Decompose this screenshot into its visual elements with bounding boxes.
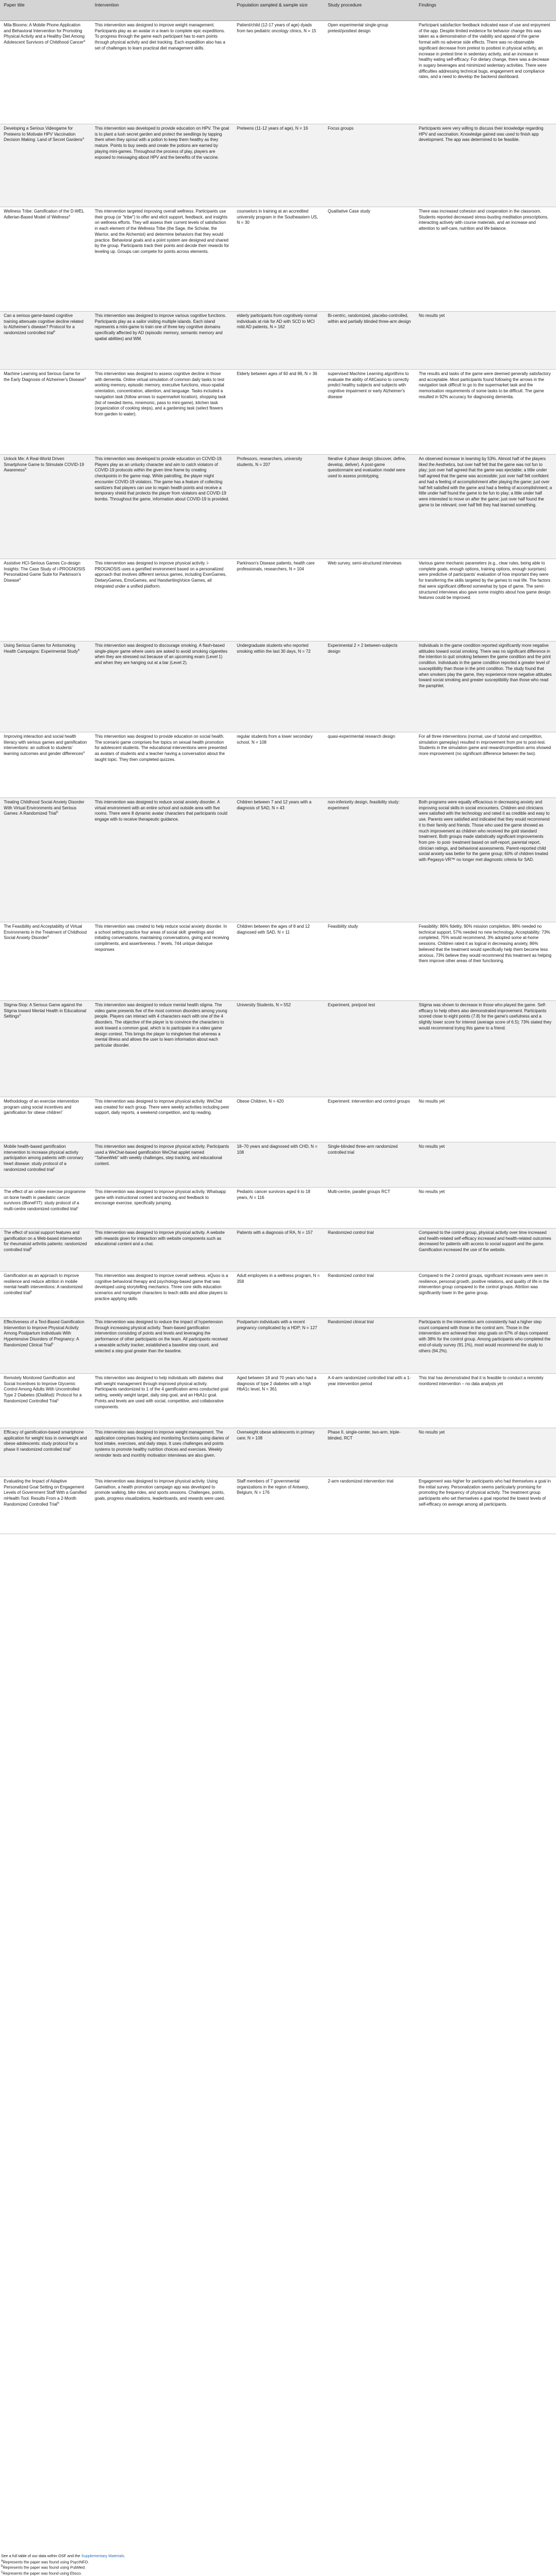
- cell-paper-title: [0, 1374, 91, 1428]
- paper-title-text: The Feasibility and Acceptability of Virtual Environments in the Treatment of Childhood Social Anxiety Disorder: [4, 924, 87, 941]
- cell-paper-title: [0, 312, 91, 370]
- cell-population: Children between the ages of 8 and 12 diagnosed with SAD, N = 11: [233, 922, 324, 1001]
- cell-study-procedure: 2-arm randomized intervention trial: [324, 1477, 415, 1534]
- table-row: [0, 1374, 556, 1428]
- cell-paper-title: [0, 1428, 91, 1477]
- cell-study-procedure: supervised Machine Learning algorithms to evaluate the ability of AltCasino to correctly predict healthy subjects and subjects with cognitive impairment or early Alzheimer's disease: [324, 370, 415, 455]
- source-database-marker: b: [53, 330, 55, 334]
- source-database-marker: a: [68, 214, 71, 218]
- cell-paper-title: [0, 21, 91, 124]
- cell-intervention: This intervention was designed to improve physical activity. Using Gamiathon, a health promotion campaign app was developed to promote walking, bike rides, and sports sessions. Challenges, points, goals, progress visualizations, leaderboards, and rewards were used.: [91, 1477, 233, 1534]
- paper-title-text: Evaluating the Impact of Adaptive Personalized Goal Setting on Engagement Levels of Government Staff With a Gamified mHealth Tool: Results From a 2-Month Randomized Controlled Trial: [4, 1479, 87, 1507]
- table-row: [0, 1188, 556, 1229]
- paper-title-text: Improving interaction and social health literacy with serious games and gamification interventions: an outlook to students' learning outcomes and gender differences: [4, 734, 87, 757]
- paper-title-text: Effectiveness of a Text-Based Gamification Intervention to Improve Physical Activity Among Postpartum Individuals With Hypertensive Disorders of Pregnancy: A Randomized Clinical Trial: [4, 1319, 85, 1347]
- cell-population: Postpartum individuals with a recent pregnancy complicated by a HDP; N = 127: [233, 1318, 324, 1374]
- table-row: [0, 1142, 556, 1188]
- paper-title-text: Remotely Monitored Gamification and Social Incentives to Improve Glycemic Control Among Adults With Uncontrolled Type 2 Diabetes (iDiaMod): Protocol for a Randomized Controlled Trial: [4, 1375, 82, 1403]
- cell-intervention: This intervention was designed to help individuals with diabetes deal with weight management through improved physical activity. Participants randomized to 1 of the 4 gamification arms conducted goal setting, weekly weight target, daily step goal, and an HbA1c goal. Points and levels are used with social, competitive, and collaborative components.: [91, 1374, 233, 1428]
- footnote-a-text: Represents the paper was found using PsycINFO.: [3, 2559, 89, 2564]
- cell-intervention: This intervention was developed to provide education on COVID-19. Players play as an unlucky character and aim to catch violators of COVID-19 protocols within the given time frame by creating checkpoints in the game map. While patrolling, the player might encounter COVID-19 violators. The game has a feature of collecting sanitizers that players can use to regain health points and receive a temporary shield that protects the player from violators and COVID-19 bombs. Throughout the game, information about COVID-19 is provided.: [91, 455, 233, 559]
- cell-population: counselors in training at an accredited university program in the Southeastern US, N = 30: [233, 207, 324, 312]
- cell-intervention: This intervention was created to help reduce social anxiety disorder. In a school setting practice four areas of social skill: greetings and initiating conversations, maintaining conversations, giving and receiving compliments, and assertiveness. 7 levels, 744 unique dialogue responses: [91, 922, 233, 1001]
- cell-study-procedure: Qualitative Case study: [324, 207, 415, 312]
- cell-findings: Participants were very willing to discuss their knowledge regarding HPV and vaccination. Knowledge gained was used to finish app development. The app was determined to be feasible.: [415, 124, 556, 207]
- cell-findings: No results yet: [415, 1428, 556, 1477]
- table-body: [0, 21, 556, 1534]
- paper-title-text: Can a serious game-based cognitive training attenuate cognitive decline related to Alzheimer's disease? Protocol for a randomized controlled trial: [4, 313, 83, 336]
- paper-title-text: Developing a Serious Videogame for Preteens to Motivate HPV Vaccination Decision Making: Land of Secret Gardens: [4, 126, 83, 143]
- cell-paper-title: [0, 455, 91, 559]
- cell-population: Patients with a diagnosis of RA, N = 157: [233, 1229, 324, 1272]
- cell-findings: Various game mechanic parameters (e.g., clear rules, being able to complete goals, enough options, training options, enough surprises) were predictive of participants' evaluation of how important they were for transferring the skills targeted by the games to real life. The factors that were significant differed somewhat by type of game. The semi-structured interviews also gave some insights about how game design features could be improved.: [415, 559, 556, 641]
- cell-paper-title: [0, 1477, 91, 1534]
- paper-title-text: The effect of an online exercise programme on bone health in paediatric cancer survivors (iBoneFIT): study protocol of a multi-centre randomized controlled trial: [4, 1189, 86, 1212]
- cell-findings: The results and tasks of the game were deemed generally satisfactory and acceptable. Most participants found following the arrows in the navigation task difficult to go to the supermarket task and the memorisation requirements of some tasks to be difficult. The game resulted in 92% accuracy for diagnosing dementia.: [415, 370, 556, 455]
- cell-findings: Participant satisfaction feedback indicated ease of use and enjoyment of the app. Despite limited evidence for behavior change this was taken as a demonstration of the viability and appeal of the game format with no adverse side effects. There was no observable significant decrease from pretest to posttest in physical activity, an increase in pretest time in sedentary activity, and an increase in healthy eating self-efficacy. For dietary change, there was a decrease in sugary beverages and minimized sedentary activities. There were difficulties addressing technical bugs, engagement and compliance rates, and a need to develop the backend dashboard.: [415, 21, 556, 124]
- cell-paper-title: [0, 1272, 91, 1318]
- cell-study-procedure: Feasibility study: [324, 922, 415, 1001]
- cell-intervention: This intervention targeted improving overall wellness. Participants use their group (or "tribe") to offer and elicit support, feedback, and insights on wellness efforts. They will assess their current levels of satisfaction in each element of the Wellness Tribe (the Sage, the Scholar, the Warrior, and the Alchemist) and determine behaviors that they would practice. Behavioral goals and a point system are designed and shared by the group. Participants track their points and decide their rewards for leveling up. Groups can compete for points across elements.: [91, 207, 233, 312]
- cell-paper-title: [0, 559, 91, 641]
- cell-findings: Compared to the 2 control groups, significant increases were seen in resilience, personal growth, positive relations, and quality of life in the intervention group compared to the control groups. Attrition was significantly lower in the game group.: [415, 1272, 556, 1318]
- source-database-marker: b: [52, 1342, 54, 1346]
- table-row: [0, 1229, 556, 1272]
- paper-title-text: Wellness Tribe: Gamification of the D-WEL Adlerian-Based Model of Wellness: [4, 209, 85, 220]
- cell-intervention: This intervention was designed to improve physical activity. A website with rewards given for interaction with website components such as educational content and a chat.: [91, 1229, 233, 1272]
- cell-findings: There was increased cohesion and cooperation in the classroom. Students reported decreased stress-busting meditation prescriptions, interacting actively with course materials, and an increase and attention to self-care, nutrition and life balance.: [415, 207, 556, 312]
- source-database-marker: c: [57, 1398, 59, 1402]
- table-row: [0, 1272, 556, 1318]
- cell-population: Aged between 18 and 70 years who had a diagnosis of type 2 diabetes with a high HbA1c level, N = 361: [233, 1374, 324, 1428]
- cell-study-procedure: quasi-experimental research design: [324, 732, 415, 798]
- source-database-marker: b: [30, 1290, 32, 1294]
- paper-title-text: Machine Learning and Serious Game for the Early Diagnosis of Alzheimer's Disease: [4, 371, 85, 382]
- cell-paper-title: [0, 1142, 91, 1188]
- cell-study-procedure: Phase II, single-center, two-arm, triple-blinded, RCT: [324, 1428, 415, 1477]
- cell-intervention: This intervention was designed to improve physical activity. WeChat was created for each group. There were weekly activities including peer support, daily reports, a weekend competition, and tip reading.: [91, 1097, 233, 1142]
- source-database-marker: c: [61, 1110, 63, 1113]
- source-database-marker: a: [82, 137, 85, 140]
- footnote-b: $^b$Represents the paper was found using PubMed.: [1, 2565, 86, 2570]
- source-database-marker: a: [24, 467, 26, 471]
- cell-paper-title: [0, 641, 91, 732]
- cell-findings: No results yet: [415, 1188, 556, 1229]
- cell-paper-title: [0, 1097, 91, 1142]
- cell-findings: Both programs were equally efficacious in decreasing anxiety and improving social skills in social encounters. Children and clinicians were satisfied with the technology and rated it as credible and easy to use. Parents were satisfied and indicated that they would recommend it to their family and friends. Those who used the game showed as much improvement as children who received the gold standard treatment. Both groups made statistically significant improvements from pre- to post- treatment based on self-report, parental report, clinician ratings, and behavioral assessments. Parent-reported child social anxiety was better for the game group; 60% of children treated with Pegasys-VR™ no longer met diagnostic criteria for SAD.: [415, 798, 556, 922]
- paper-title-text: The effect of social support features and gamification on a Web-based intervention for rheumatoid arthritis patients: randomized controlled trial: [4, 1230, 87, 1253]
- cell-paper-title: [0, 1188, 91, 1229]
- cell-intervention: This intervention was designed to reduce the impact of hypertension through increasing physical activity. Team-based gamification intervention consisting of points and levels and leveraging the performance of other participants on the team. All participants received a wearable activity tracker, established a baseline step count, and selected a step goal greater than the baseline.: [91, 1318, 233, 1374]
- source-database-marker: a: [19, 577, 21, 581]
- cell-population: Patient/child (12-17 years of age) dyads from two pediatric oncology clinics, N = 15: [233, 21, 324, 124]
- source-database-marker: a: [47, 935, 50, 938]
- cell-population: Elderly between ages of 60 and 86, N = 36: [233, 370, 324, 455]
- header-intervention: Intervention: [91, 0, 233, 21]
- paper-title-text: Mobile health-based gamification intervention to increase physical activity participation among patients with coronary heart disease: study protocol of a randomized controlled trial: [4, 1144, 83, 1172]
- paper-title-text: Stigma-Stop: A Serious Game against the Stigma toward Mental Health in Educational Settings: [4, 1003, 87, 1019]
- cell-paper-title: [0, 1001, 91, 1097]
- table-row: [0, 1097, 556, 1142]
- cell-study-procedure: Open experimental single-group pretest/posttest design: [324, 21, 415, 124]
- cell-study-procedure: Single-blinded three-arm randomized controlled trial: [324, 1142, 415, 1188]
- cell-population: regular students from a lower secondary school, N = 108: [233, 732, 324, 798]
- cell-intervention: This intervention was designed to improve overall wellness. eQuoo is a cognitive behavioral therapy and psychology-based game that was developed using storytelling mechanics. Three core skills education scenarios and nonplayer characters to teach skills and allow players to practice applying skills.: [91, 1272, 233, 1318]
- paper-title-text: Methodology of an exercise intervention program using social incentives and gamification for obese children: [4, 1099, 79, 1116]
- cell-intervention: This intervention was designed to provide education on social health. The scenario game comprises five topics on sexual health promotion for adolescent students. The educational interventions were presented as avatars of students and a teacher having a conversation about the taught topic. They then completed quizzes.: [91, 732, 233, 798]
- cell-study-procedure: Experiment, pre/post test: [324, 1001, 415, 1097]
- cell-findings: No results yet: [415, 1097, 556, 1142]
- cell-study-procedure: Experiment: intervention and control groups: [324, 1097, 415, 1142]
- table-row: [0, 21, 556, 124]
- cell-findings: Stigma was shown to decrease in those who played the game. Self-efficacy to help others also demonstrated improvement. Participants scored close to eight points (7.8) for the game's usefulness and a slightly lower score for interest (average score of 6.5); 73% stated they would recommend trying this game to a friend.: [415, 1001, 556, 1097]
- footnote-b-text: Represents the paper was found using PubMed.: [3, 2565, 86, 2570]
- cell-study-procedure: Randomized control trial: [324, 1229, 415, 1272]
- footnote-c: $^c$Represents the paper was found using Ebsco.: [1, 2571, 82, 2576]
- cell-study-procedure: Multi-centre, parallel groups RCT: [324, 1188, 415, 1229]
- cell-findings: Individuals in the game condition reported significantly more negative attitudes toward social smoking. There was no significant difference in the intention to quit smoking between the game condition and the print condition. Individuals in the game condition reported a greater level of susceptibility than those in the print condition. The study found that when smokers play the game, they experience more negative attitudes toward social smoking and greater susceptibility than those who read the pamphlet.: [415, 641, 556, 732]
- source-database-marker: b: [57, 1501, 59, 1505]
- paper-title-text: Treating Childhood Social Anxiety Disorder With Virtual Environments and Serious Games: A Randomized Trial: [4, 800, 85, 816]
- cell-study-procedure: non-inferiority design, feasibility study: experiment: [324, 798, 415, 922]
- cell-paper-title: [0, 1229, 91, 1272]
- table-header: [0, 0, 556, 21]
- table-row: [0, 1001, 556, 1097]
- source-database-marker: c: [69, 1446, 72, 1450]
- source-database-marker: c: [53, 1167, 55, 1170]
- cell-study-procedure: Bi-centric, randomized, placebo-controlled, within and partially blinded three-arm design: [324, 312, 415, 370]
- cell-population: Preteens (11-12 years of age), N = 16: [233, 124, 324, 207]
- cell-findings: An observed increase in learning by 53%. Almost half of the players liked the Aesthetics, but over half felt that the game was not fun to play; just over half agreed that the game was ejectable; a little under half agreed that the game was accessible; just over half felt confident and had a feeling of accomplishment after playing the game; just over half felt satisfied with the game and had a feeling of accomplishment; a little under half found the game to be fun to play; a little under half were interested to move on after the game; just over half found the game to be relevant; over half felt they had learned something.: [415, 455, 556, 559]
- header-population: Population sampled & sample size: [233, 0, 324, 21]
- table-row: [0, 207, 556, 312]
- cell-paper-title: [0, 124, 91, 207]
- cell-findings: No results yet: [415, 312, 556, 370]
- table-row: [0, 312, 556, 370]
- table-row: [0, 641, 556, 732]
- source-database-marker: a: [84, 377, 86, 380]
- cell-paper-title: [0, 370, 91, 455]
- cell-population: 18–70 years and diagnosed with CHD, N = 108: [233, 1142, 324, 1188]
- source-database-marker: c: [76, 1206, 79, 1210]
- footnote-prefix: See a full table of our data within OSF and the: [1, 2553, 81, 2558]
- table-row: [0, 559, 556, 641]
- cell-study-procedure: Web survey, semi-structured interviews: [324, 559, 415, 641]
- cell-findings: Participants in the intervention arm consistently had a higher step count compared with those in the control arm. Those in the intervention arm achieved their step goals on 67% of days compared with 38% for the control group. Among participants who completed the end-of-study survey (91.1%), most would recommend the study to others (94.2%).: [415, 1318, 556, 1374]
- paper-title-text: Efficacy of gamification-based smartphone application for weight loss in overweight and obese adolescents: study protocol for a phase II randomized controlled trial: [4, 1430, 87, 1452]
- cell-study-procedure: Randomized control trial: [324, 1272, 415, 1318]
- cell-intervention: This intervention was designed to improve physical activity. Whatsapp game with instructional content and tracking and feedback to encourage exercise, specifically jumping.: [91, 1188, 233, 1229]
- cell-intervention: This intervention was designed to improve physical activity. Participants used a WeChat-based gamification WeChat applet named "TaiheeWeb" with weekly challenges, step tracking, and educational content.: [91, 1142, 233, 1188]
- footnote-c-text: Represents the paper was found using Ebsco.: [3, 2571, 82, 2576]
- cell-population: Obese Children, N = 420: [233, 1097, 324, 1142]
- cell-population: University Students, N = 552: [233, 1001, 324, 1097]
- cell-intervention: This intervention was designed to improve physical activity. i-PROGNOSIS uses a gamified environment based on a personalized approach that involves different serious games, including ExerGames, DietaryGames, EmoGames, and HandwritingVoice Games, all integrated under a unified platform.: [91, 559, 233, 641]
- cell-study-procedure: A 4-arm randomized controlled trial with a 1-year intervention period: [324, 1374, 415, 1428]
- cell-paper-title: [0, 798, 91, 922]
- table-row: [0, 1428, 556, 1477]
- table-row: [0, 455, 556, 559]
- cell-population: Adult employees in a wellness program, N = 358: [233, 1272, 324, 1318]
- table-row: [0, 1477, 556, 1534]
- paper-title-text: Mila Blooms: A Mobile Phone Application and Behavioral Intervention for Promoting Physical Activity and a Healthy Diet Among Adolescent Survivors of Childhood Cancer: [4, 23, 85, 45]
- table-row: [0, 798, 556, 922]
- cell-population: Professors, researchers, university students, N = 207: [233, 455, 324, 559]
- cell-intervention: This intervention was designed to assess cognitive decline in those with dementia. Online virtual simulation of common daily tasks to test working memory, episodic memory, executive functions, visuo-spatial orientation, concentration, attention, and language. Tasks included a navigation task (follow arrows to supermarket location), shopping task (list of needed items, mnemonic, pass to mini-game), kitchen task (organization of cooking steps), and a gardening task (select flowers from garden to water).: [91, 370, 233, 455]
- cell-study-procedure: Focus groups: [324, 124, 415, 207]
- cell-findings: Engagement was higher for participants who had themselves a goal in the initial survey. Personalization seems particularly promising for promoting the frequency of physical activity. The treatment group participants who set themselves a goal reported the lowest levels of self-efficacy on average among all participants.: [415, 1477, 556, 1534]
- supplementary-materials-link[interactable]: Supplementary Materials: [81, 2553, 124, 2558]
- source-database-marker: a: [19, 1013, 21, 1017]
- cell-study-procedure: Experimental 2 × 2 between-subjects design: [324, 641, 415, 732]
- cell-intervention: This intervention was designed to discourage smoking. A flash-based single-player game where users are asked to avoid smoking cigarettes when they are stressed out because of an upcoming exam (Level 1) and when they are hanging out at a bar (Level 2).: [91, 641, 233, 732]
- cell-population: Pediatric cancer survivors aged 6 to 18 years, N = 116: [233, 1188, 324, 1229]
- cell-study-procedure: Iterative 4 phase design (discover, define, develop, deliver). A post-game questionnaire and evaluation model were used to assess prototyping.: [324, 455, 415, 559]
- cell-population: elderly participants from cognitively normal individuals at risk for AD with SCD to MCI mild AD patients, N = 162: [233, 312, 324, 370]
- cell-paper-title: [0, 207, 91, 312]
- cell-intervention: This intervention was designed to improve weight management. The application comprises tracking and monitoring functions using diaries of food intake, exercises, and daily steps. It uses challenges and points systems to promote healthy nutrition choices and exercises. Weekly reminder texts and monthly motivation interviews are also given.: [91, 1428, 233, 1477]
- footnote-suffix: .: [124, 2553, 125, 2558]
- cell-findings: Feasibility: 86% fidelity, 90% mission completion, 98% needed no technical support, 57% needed no new technology. Acceptability: 73% completed, 75% would recommend, 3% adopted some at-home sessions. Children rated it as logical in decreasing anxiety, 86% believed that the treatment would specifically help them become less anxious, 73% believe they would recommend this treatment as helping them improve other areas of their functioning.: [415, 922, 556, 1001]
- paper-title-text: Unlock Me: A Real-World Driven Smartphone Game to Stimulate COVID-19 Awareness: [4, 456, 85, 473]
- cell-findings: Compared to the control group, physical activity over time increased and health-related self-efficacy increased and health-related outcomes decreased for patients with access to social support and the game. Gamification increased the use of the website.: [415, 1229, 556, 1272]
- cell-intervention: This intervention was designed to reduce social anxiety disorder. A virtual environment with an entire school and outside area with five rooms. There were 8 dynamic avatar characters that participants could engage with to receive therapeutic guidance.: [91, 798, 233, 922]
- footnote-a: $^a$Represents the paper was found using PsycINFO.: [1, 2559, 89, 2564]
- cell-population: Parkinson's Disease patients, health care professionals, researchers, N = 104: [233, 559, 324, 641]
- header-paper-title: Paper title: [0, 0, 91, 21]
- source-database-marker: b: [78, 648, 80, 652]
- source-database-marker: b: [30, 1247, 32, 1251]
- cell-paper-title: [0, 922, 91, 1001]
- cell-intervention: This intervention was designed to improve various cognitive functions. Participants play as a sailor visiting multiple islands. Each island represents a mini-game to train one of three key cognitive domains specifically affected by AD (episodic memory, semantic memory and spatial abilities) and WM.: [91, 312, 233, 370]
- header-findings: Findings: [415, 0, 556, 21]
- source-database-marker: a: [83, 751, 85, 754]
- cell-population: Children between 7 and 12 years with a diagnosis of SAD, N = 43: [233, 798, 324, 922]
- header-study-procedure: Study procedure: [324, 0, 415, 21]
- table-footnotes: [1, 2553, 550, 2576]
- table-row: [0, 370, 556, 455]
- cell-intervention: This intervention was designed to reduce mental health stigma. The video game presents five of the most common disorders among young people. Players can interact with 4 characters each with one of the 4 disorders. The objective of the player is to convince the characters to work toward a common goal, which is to participate in a video game design contest. This brings the player to mingle/see that whereas a mental illness and allows the user to learn information about each particular disorder.: [91, 1001, 233, 1097]
- cell-findings: This trial has demonstrated that it is feasible to conduct a remotely monitored intervention – no data analysis yet: [415, 1374, 556, 1428]
- paper-title-text: Assistive HCI-Serious Games Co-design Insights: The Case Study of i-PROGNOSIS Personalized Game Suite for Parkinson's Disease: [4, 561, 86, 583]
- cell-population: Staff members of 7 governmental organizations in the region of Antwerp, Belgium, N = 176: [233, 1477, 324, 1534]
- table-row: [0, 124, 556, 207]
- table-row: [0, 922, 556, 1001]
- cell-intervention: This intervention was developed to provide education on HPV. The goal is to plant a lush secret garden and protect the seedlings by tapping them when they sprout with a potion to keep them healthy as they mature. Points to buy seeds and create the potions are earned by playing mini-games. Throughout the process of play, players are exposed to messaging about HPV and the benefits of the vaccine.: [91, 124, 233, 207]
- table-row: [0, 732, 556, 798]
- paper-title-text: Using Serious Games for Antismoking Health Campaigns: Experimental Study: [4, 643, 78, 654]
- source-database-marker: a: [83, 39, 86, 43]
- cell-paper-title: [0, 1318, 91, 1374]
- paper-title-text: Gamification as an approach to improve resilience and reduce attrition in mobile mental health interventions: A randomized controlled trial: [4, 1273, 83, 1296]
- table-row: [0, 1318, 556, 1374]
- cell-findings: No results yet: [415, 1142, 556, 1188]
- cell-population: Overweight obese adolescents in primary care; N = 108: [233, 1428, 324, 1477]
- cell-population: Undergraduate students who reported smoking within the last 30 days, N = 72: [233, 641, 324, 732]
- header-row: [0, 0, 556, 21]
- cell-findings: For all three interventions (normal, use of tutorial and competition, simulation gameplay) resulted in improvement from pre to post-test. Students in the simulation game and reward/competition arms showed more improvement (no significant difference between the two).: [415, 732, 556, 798]
- cell-intervention: This intervention was designed to improve weight management. Participants play as an avatar in a team to complete epic expeditions. To progress through the game each participant has to earn points through physical activity and diet tracking. Each expedition also has a set of challenges to learn practical diet management skills.: [91, 21, 233, 124]
- cell-paper-title: [0, 732, 91, 798]
- cell-study-procedure: Randomized clinical trial: [324, 1318, 415, 1374]
- footnote-supplementary: [1, 2553, 550, 2559]
- source-database-marker: b: [56, 810, 58, 814]
